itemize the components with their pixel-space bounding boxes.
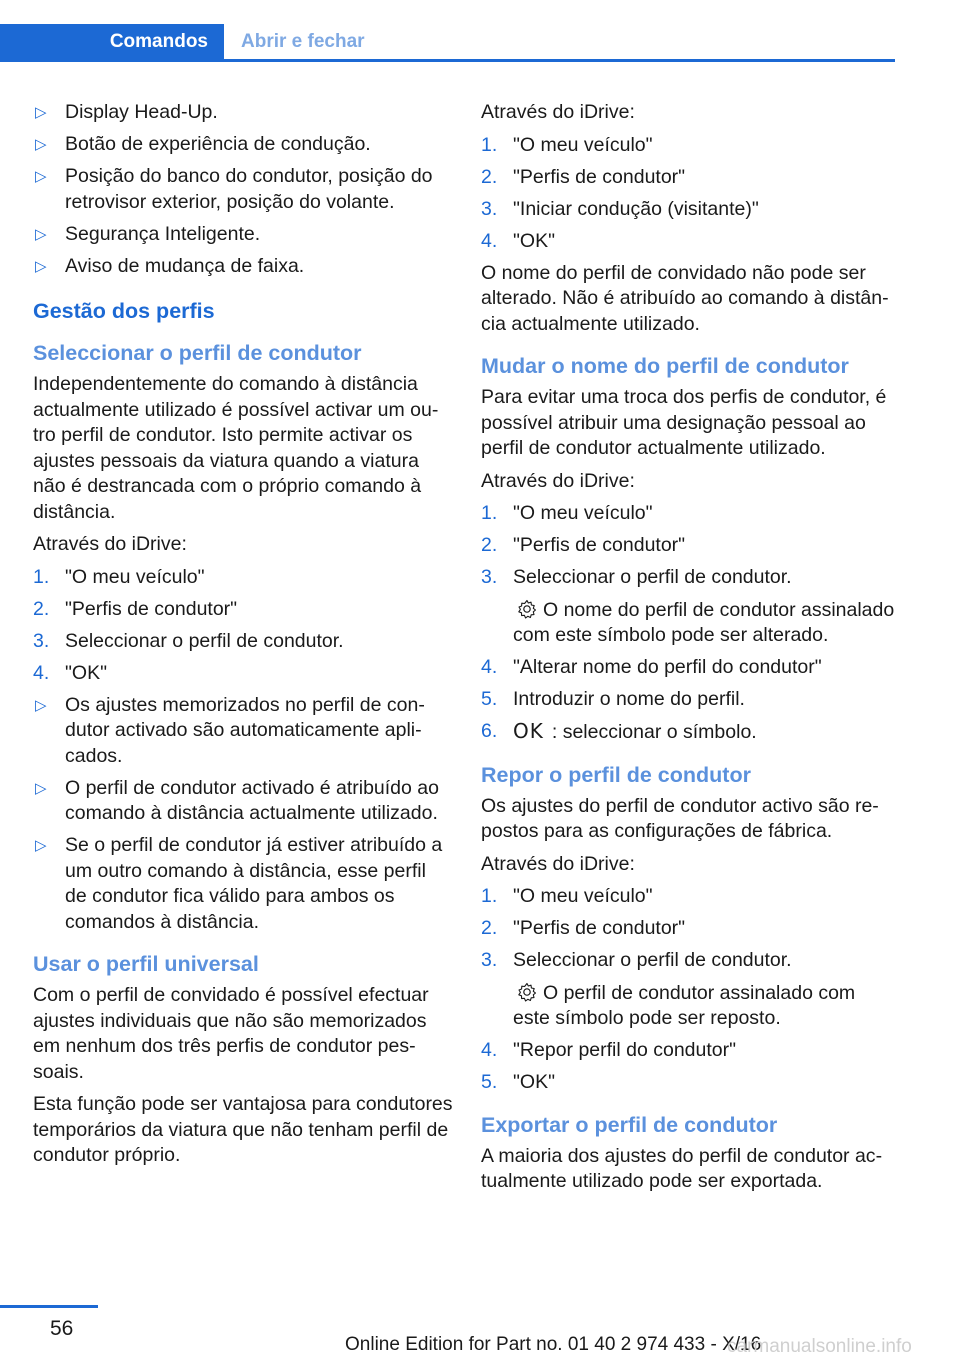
list-item: 3. Seleccionar o perfil de condutor. O perfil de condutor assinalado com este símbolo pode ser reposto.: [481, 948, 896, 1032]
list-item: ▷ Posição do banco do condutor, posição do retrovisor exterior, posição do volante.: [35, 165, 433, 213]
step-number: 5.: [481, 688, 498, 710]
step-number: 1.: [481, 133, 498, 156]
step-number: 3.: [481, 566, 498, 588]
step-note: O perfil de condutor assinalado com este símbolo pode ser reposto.: [513, 981, 856, 1029]
triangle-bullet-icon: ▷: [35, 837, 47, 854]
list-item: 4. "OK": [33, 661, 453, 687]
triangle-bullet-icon: ▷: [35, 104, 47, 121]
step-note: O nome do perfil de condutor assinalado com este símbolo pode ser alterado.: [513, 598, 895, 646]
tab-comandos[interactable]: Comandos: [0, 24, 224, 60]
step-number: 3.: [481, 197, 498, 220]
list-item: 3. "Iniciar condução (visitante)": [481, 197, 896, 223]
triangle-bullet-icon: ▷: [35, 779, 47, 797]
result-bullet-list: [33, 693, 453, 936]
step-number: 4.: [481, 656, 498, 678]
paragraph-exportar: A maioria dos ajustes do perfil de condutor actualmente utilizado pode ser exportada.: [481, 1144, 883, 1192]
step-number: 3.: [481, 949, 498, 971]
paragraph-atraves-idrive: Através do iDrive:: [481, 469, 635, 492]
list-item: 2. "Perfis de condutor": [481, 916, 896, 942]
list-item: 1. "O meu veículo": [481, 133, 896, 159]
list-item: 2. "Perfis de condutor": [33, 597, 453, 623]
step-number: 1.: [481, 502, 498, 524]
triangle-bullet-icon: ▷: [35, 225, 47, 243]
list-item: 2. "Perfis de condutor": [481, 533, 896, 559]
step-number: 4.: [481, 1039, 498, 1061]
tab-abrir-e-fechar[interactable]: Abrir e fechar: [241, 31, 365, 52]
list-item: ▷ Segurança Inteligente.: [33, 222, 453, 248]
gear-icon: [517, 599, 537, 619]
heading-seleccionar-perfil: Seleccionar o perfil de condutor: [33, 341, 362, 365]
list-item: 6. OK : seleccionar o símbolo.: [481, 719, 757, 743]
heading-repor: Repor o perfil de condutor: [481, 762, 751, 787]
steps-convidado: [481, 133, 896, 255]
feature-bullet-list: [33, 100, 453, 279]
list-item: ▷ Botão de experiência de condução.: [33, 132, 453, 158]
paragraph-convidado: Com o perfil de convidado é possível efectuar ajustes individuais que não são memorizados em nenhum dos três perfis de condutor pessoais.: [33, 984, 429, 1083]
list-item: 4. "OK": [481, 229, 896, 255]
steps-mudar-nome: [481, 501, 896, 746]
step-number: 6.: [481, 720, 498, 742]
step-number: 2.: [481, 165, 498, 188]
watermark: carmanualsonline.info: [727, 1336, 912, 1357]
step-number: 4.: [33, 661, 50, 684]
edition-note: Online Edition for Part no. 01 40 2 974 433 - X/16: [345, 1334, 762, 1355]
header-rule: [0, 59, 895, 62]
triangle-bullet-icon: ▷: [35, 696, 47, 714]
paragraph-atraves-idrive: Através do iDrive:: [481, 101, 635, 123]
triangle-bullet-icon: ▷: [35, 136, 47, 153]
list-item: ▷ Display Head-Up.: [33, 100, 453, 126]
paragraph-nome-convidado: O nome do perfil de convidado não pode ser alterado. Não é atribuído ao comando à distância actualmente utilizado.: [481, 261, 889, 335]
paragraph-funcao: Esta função pode ser vantajosa para condutores temporários da viatura que não tenham perfil de condutor próprio.: [33, 1093, 453, 1166]
ok-symbol-icon: OK: [513, 719, 544, 743]
list-item: 1. "O meu veículo": [33, 565, 453, 591]
left-column: [33, 100, 453, 1176]
paragraph-atraves-idrive: Através do iDrive:: [33, 533, 187, 555]
paragraph-atraves-idrive: Através do iDrive:: [481, 852, 635, 875]
page-header: [0, 0, 895, 62]
steps-repor: [481, 884, 896, 1096]
step-number: 2.: [33, 597, 50, 620]
step-number: 2.: [481, 917, 498, 939]
list-item: 4. "Repor perfil do condutor": [481, 1038, 896, 1064]
page-number: 56: [50, 1317, 74, 1340]
list-item: 5. Introduzir o nome do perfil.: [481, 687, 896, 713]
heading-mudar-nome: Mudar o nome do perfil de condutor: [481, 354, 849, 378]
list-item: 2. "Perfis de condutor": [481, 165, 896, 191]
heading-gestao-dos-perfis: Gestão dos perfis: [33, 299, 215, 323]
list-item: 1. "O meu veículo": [481, 501, 896, 527]
gear-icon: [517, 982, 537, 1002]
triangle-bullet-icon: ▷: [35, 257, 47, 275]
list-item: ▷ Se o perfil de condutor já estiver atribuído a um outro comando à distância, esse perfil de condutor fica válido para ambos os comandos à distância.: [35, 834, 443, 933]
step-number: 5.: [481, 1071, 498, 1093]
step-number: 1.: [33, 565, 50, 588]
step-number: 3.: [33, 629, 50, 652]
paragraph-mudar: Para evitar uma troca dos perfis de condutor, é possível atribuir uma designação pessoal ao perfil de condutor actualmente utilizado.: [481, 386, 887, 459]
step-number: 2.: [481, 534, 498, 556]
triangle-bullet-icon: ▷: [35, 168, 47, 185]
step-number: 4.: [481, 229, 498, 252]
step-number: 1.: [481, 885, 498, 907]
list-item: 3. Seleccionar o perfil de condutor.: [33, 629, 453, 655]
footer-rule: [0, 1305, 98, 1308]
steps-seleccionar: [33, 565, 453, 687]
list-item: 3. Seleccionar o perfil de condutor. O nome do perfil de condutor assinalado com este símbolo pode ser alterado.: [481, 565, 896, 649]
list-item: ▷ Os ajustes memorizados no perfil de condutor activado são automaticamente aplicados.: [35, 693, 425, 767]
list-item: 5. "OK": [481, 1070, 896, 1096]
heading-perfil-universal: Usar o perfil universal: [33, 952, 259, 976]
list-item: ▷ O perfil de condutor activado é atribuído ao comando à distância actualmente utilizado.: [35, 776, 439, 824]
paragraph-independente: Independentemente do comando à distância actualmente utilizado é possível activar um outro perfil de condutor. Isto permite activar os ajustes pessoais da viatura quando a viatura não é destrancada com o próprio comando à distância.: [33, 373, 439, 523]
list-item: 4. "Alterar nome do perfil do condutor": [481, 655, 896, 681]
right-column: [481, 100, 896, 1202]
list-item: 1. "O meu veículo": [481, 884, 896, 910]
heading-exportar: Exportar o perfil de condutor: [481, 1112, 778, 1137]
paragraph-repor: Os ajustes do perfil de condutor activo são repostos para as configurações de fábrica.: [481, 794, 879, 842]
list-item: ▷ Aviso de mudança de faixa.: [33, 254, 453, 280]
